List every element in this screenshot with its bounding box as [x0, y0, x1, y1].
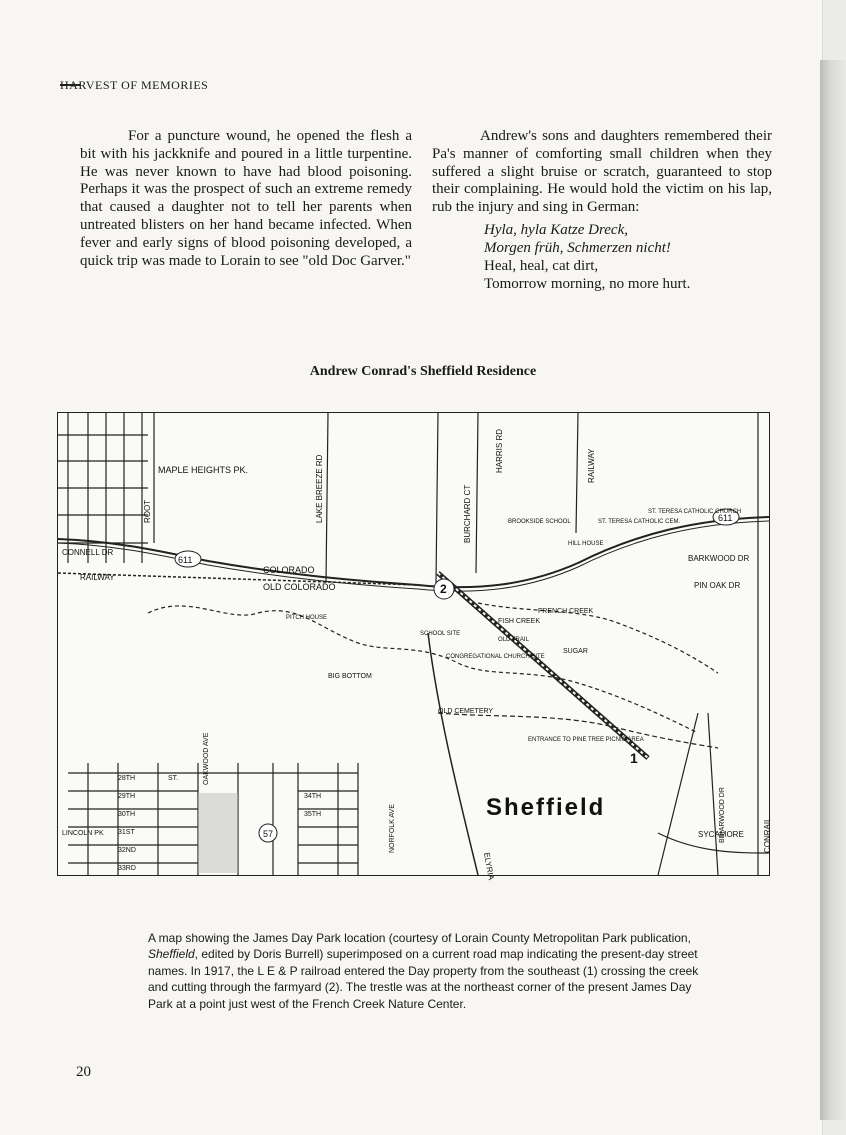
street-28th: 28TH	[118, 775, 136, 782]
verse-line-2: Morgen früh, Schmerzen nicht!	[484, 239, 671, 256]
label-old-cemetery: OLD CEMETERY	[438, 708, 494, 715]
label-briarwood: BRIARWOOD DR	[719, 787, 726, 843]
label-hill-house: HILL HOUSE	[568, 541, 604, 547]
label-colorado: COLORADO	[263, 565, 315, 575]
street-34th: 34TH	[304, 793, 322, 800]
map-title: Andrew Conrad's Sheffield Residence	[309, 364, 537, 379]
street-31st: 31ST	[118, 829, 135, 836]
street-29th: 29TH	[118, 793, 136, 800]
label-fish-creek: FISH CREEK	[498, 618, 541, 625]
label-harris: HARRIS RD	[495, 428, 504, 473]
page-number: 20	[76, 1064, 91, 1080]
label-elyria: ELYRIA	[482, 851, 496, 881]
label-norfolk: NORFOLK AVE	[389, 804, 396, 853]
label-sugar: SUGAR	[563, 648, 588, 655]
label-maple-heights: MAPLE HEIGHTS PK.	[158, 465, 249, 475]
caption-part-1: A map showing the James Day Park location (courtesy of Lorain County Metropolitan Park publication,	[148, 931, 691, 945]
facing-page-edge	[820, 60, 846, 1120]
label-brookside: BROOKSIDE SCHOOL	[508, 519, 571, 525]
label-connell: CONNELL DR	[62, 548, 114, 557]
label-pin-oak: PIN OAK DR	[694, 581, 741, 590]
label-barkwood: BARKWOOD DR	[688, 554, 750, 563]
street-30th: 30TH	[118, 811, 136, 818]
label-conrail: CONRAIL	[763, 817, 772, 853]
label-oakwood: OAKWOOD AVE	[203, 732, 210, 785]
route-611-label-right: 611	[718, 513, 733, 523]
map-caption	[148, 930, 700, 1012]
label-lincoln-pk: LINCOLN PK	[62, 830, 104, 837]
left-column-text: For a puncture wound, he opened the flesh a bit with his jackknife and poured in a little turpentine. He was never known to have had blood poisoning. Perhaps it was the prospect of such an extreme remedy that caused a daughter not to tell her parents when untreated blisters on her hand became infected. When fever and early signs of blood poisoning developed, a quick trip was made to Lorain to see "old Doc Garver."	[80, 128, 412, 269]
caption-part-2: , edited by Doris Burrell) superimposed on a current road map indicating the present-day street names. In 1917, the L E & P railroad entered the Day property from the southeast (1) crossing the creek and cutting through the farmyard (2). The trestle was at the northeast corner of the present James Day Park at a point just west of the French Creek Nature Center.	[148, 947, 699, 1011]
label-old-trail: OLD TRAIL	[498, 637, 529, 643]
caption-italic: Sheffield	[148, 947, 195, 962]
right-column-text: Andrew's sons and daughters remembered their Pa's manner of comforting small children when they suffered a slight bruise or scratch, guaranteed to stop their complaining. He would hold the victim on his lap, rub the injury and sing in German:	[432, 128, 772, 216]
dotted-tract	[198, 793, 238, 873]
running-header: HARVEST OF MEMORIES	[60, 78, 209, 92]
map-drawing	[58, 413, 772, 881]
street-33rd: 33RD	[118, 865, 136, 872]
label-entrance: ENTRANCE TO PINE TREE PICNIC AREA	[528, 737, 644, 743]
label-lake-breeze: LAKE BREEZE RD	[315, 454, 324, 523]
street-st-abbrev: ST.	[168, 775, 179, 782]
label-french-creek: FRENCH CREEK	[538, 608, 594, 615]
label-root: ROOT	[143, 499, 152, 523]
german-verse	[484, 221, 772, 293]
label-railway-right: RAILWAY	[587, 448, 596, 483]
label-pitch-house: PITCH HOUSE	[286, 615, 328, 621]
label-church-site: CONGREGATIONAL CHURCH SITE	[446, 654, 545, 660]
town-label: Sheffield	[486, 794, 606, 821]
label-st-teresa-cem: ST. TERESA CATHOLIC CEM.	[598, 519, 681, 525]
route-57-label: 57	[263, 829, 274, 839]
street-32nd: 32ND	[118, 847, 136, 854]
label-railway-left: RAILWAY	[80, 573, 115, 582]
label-sycamore: SYCAMORE	[698, 830, 744, 839]
marker-2: 2	[440, 582, 447, 596]
right-column	[432, 128, 772, 293]
verse-line-3: Heal, heal, cat dirt,	[484, 257, 599, 274]
verse-line-1: Hyla, hyla Katze Dreck,	[484, 221, 628, 238]
verse-line-4: Tomorrow morning, no more hurt.	[484, 275, 691, 292]
label-st-teresa-church: ST. TERESA CATHOLIC CHURCH	[648, 509, 742, 515]
street-35th: 35TH	[304, 811, 322, 818]
route-611-label-left: 611	[178, 555, 193, 565]
sheffield-map	[57, 412, 772, 881]
marker-1: 1	[630, 750, 638, 766]
label-burchard: BURCHARD CT	[463, 484, 472, 543]
label-big-bottom: BIG BOTTOM	[328, 673, 372, 680]
label-school-site: SCHOOL SITE	[420, 631, 461, 637]
label-old-colorado: OLD COLORADO	[263, 582, 336, 592]
